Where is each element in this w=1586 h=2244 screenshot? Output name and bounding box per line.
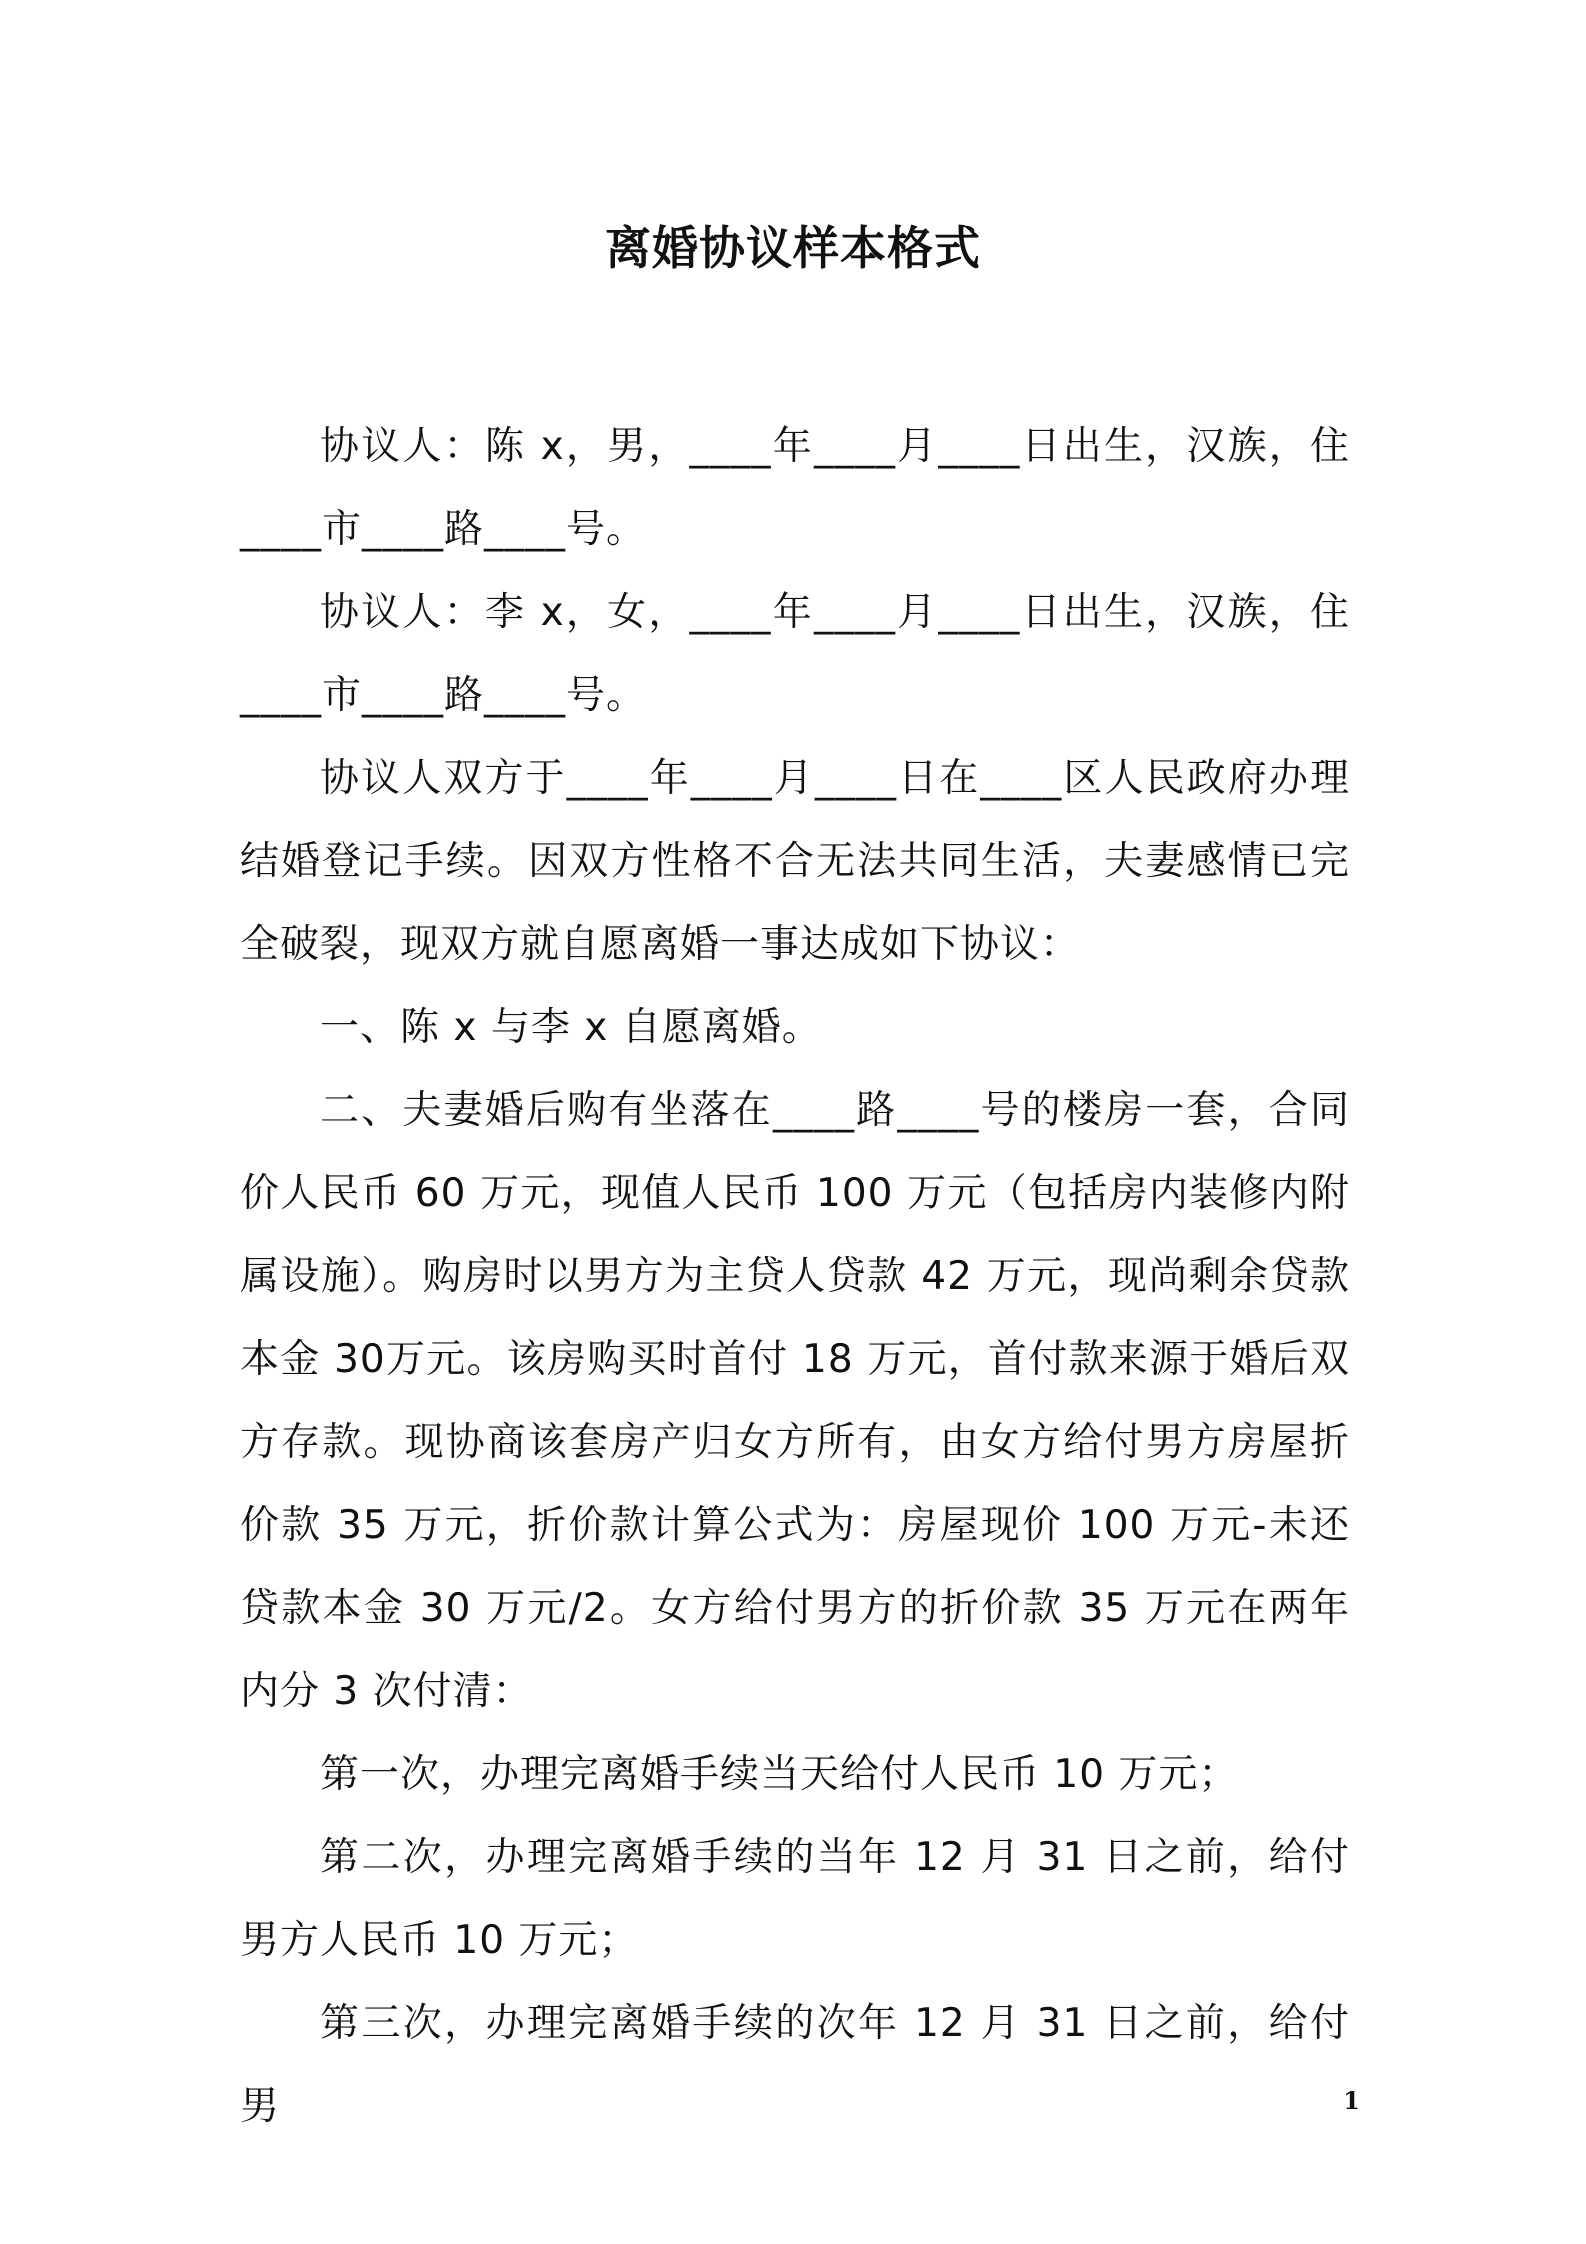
paragraph-party-2: 协议人：李 x，女，____年____月____日出生，汉族，住____市____路____号。 bbox=[240, 590, 1350, 718]
document-title: 离婚协议样本格式 bbox=[605, 221, 981, 275]
paragraph-payment-1: 第一次，办理完离婚手续当天给付人民币 10 万元； bbox=[320, 1752, 1239, 1797]
paragraph-payment-3: 第三次，办理完离婚手续的次年 12 月 31 日之前，给付男 bbox=[240, 2001, 1350, 2129]
page-number: 1 bbox=[1343, 2086, 1360, 2115]
paragraph-payment-2: 第二次，办理完离婚手续的当年 12 月 31 日之前，给付男方人民币 10 万元； bbox=[240, 1835, 1350, 1963]
paragraph-clause-1: 一、陈 x 与李 x 自愿离婚。 bbox=[320, 1005, 822, 1050]
paragraph-party-1: 协议人：陈 x，男，____年____月____日出生，汉族，住____市____路____号。 bbox=[240, 424, 1350, 552]
document-body bbox=[240, 405, 1350, 2148]
paragraph-clause-2: 二、夫妻婚后购有坐落在____路____号的楼房一套，合同价人民币 60 万元，现值人民币 100 万元（包括房内装修内附属设施）。购房时以男方为主贷人贷款 42 万元，现尚剩余贷款本金 30万元。该房购买时首付 18 万元，首付款来源于婚后双方存款。现协商该套房产归女方所有，由女方给付男方房屋折价款 35 万元，折价款计算公式为：房屋现价 100 万元-未还贷款本金 30 万元/2。女方给付男方的折价款 35 万元在两年内分 3 次付清： bbox=[240, 1088, 1350, 1714]
paragraph-marriage-registration: 协议人双方于____年____月____日在____区人民政府办理结婚登记手续。因双方性格不合无法共同生活，夫妻感情已完全破裂，现双方就自愿离婚一事达成如下协议： bbox=[240, 756, 1350, 967]
